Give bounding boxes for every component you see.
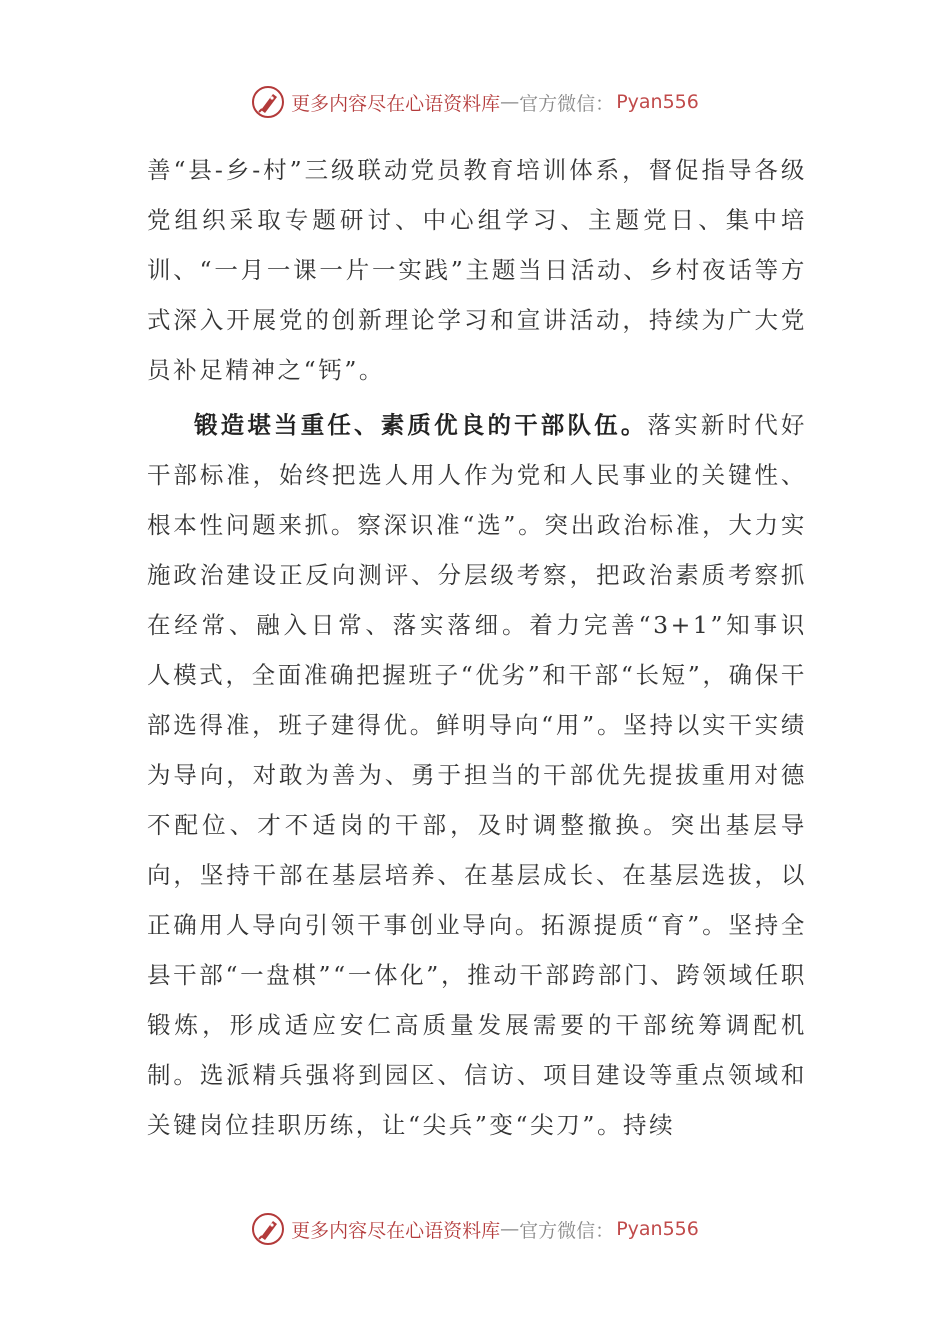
watermark-dash: — [500, 91, 520, 113]
pen-nib-icon [251, 85, 285, 119]
watermark-wechat-id: Pyan556 [616, 91, 699, 113]
watermark-label: 官方微信： [519, 1219, 615, 1242]
paragraph-lead-heading: 锻造堪当重任、素质优良的干部队伍。 [194, 411, 648, 439]
paragraph-text: 落实新时代好干部标准，始终把选人用人作为党和人民事业的关键性、根本性问题来抓。察深识准“选”。突出政治标准，大力实施政治建设正反向测评、分层级考察，把政治素质考察抓在经常、融入日常、落实落细。着力完善“3+1”知事识人模式，全面准确把握班子“优劣”和干部“长短”，确保干部选得准，班子建得优。鲜明导向“用”。坚持以实干实绩为导向，对敢为善为、勇于担当的干部优先提拔重用对德不配位、才不适岗的干部，及时调整撤换。突出基层导向，坚持干部在基层培养、在基层成长、在基层选拔，以正确用人导向引领干事创业导向。拓源提质“育”。坚持全县干部“一盘棋”“一体化”，推动干部跨部门、跨领域任职锻炼，形成适应安仁高质量发展需要的干部统筹调配机制。选派精兵强将到园区、信访、项目建设等重点领域和关键岗位挂职历练，让“尖兵”变“尖刀”。持续 [147, 411, 807, 1139]
watermark-main-text: 更多内容尽在心语资料库 [291, 1219, 501, 1242]
header-watermark [0, 82, 950, 122]
watermark-label: 官方微信： [519, 92, 615, 115]
paragraph-text: 善“县-乡-村”三级联动党员教育培训体系，督促指导各级党组织采取专题研讨、中心组学习、主题党日、集中培训、“一月一课一片一实践”主题当日活动、乡村夜话等方式深入开展党的创新理论学习和宣讲活动，持续为广大党员补足精神之“钙”。 [147, 156, 807, 384]
paragraph-cadre-team [147, 400, 807, 1150]
watermark-dash: — [500, 1218, 520, 1240]
paragraph-continuation [147, 145, 807, 395]
document-body [147, 145, 807, 1150]
pen-nib-icon [251, 1212, 285, 1246]
watermark-wechat-id: Pyan556 [616, 1218, 699, 1240]
footer-watermark [0, 1209, 950, 1249]
watermark-main-text: 更多内容尽在心语资料库 [291, 92, 501, 115]
